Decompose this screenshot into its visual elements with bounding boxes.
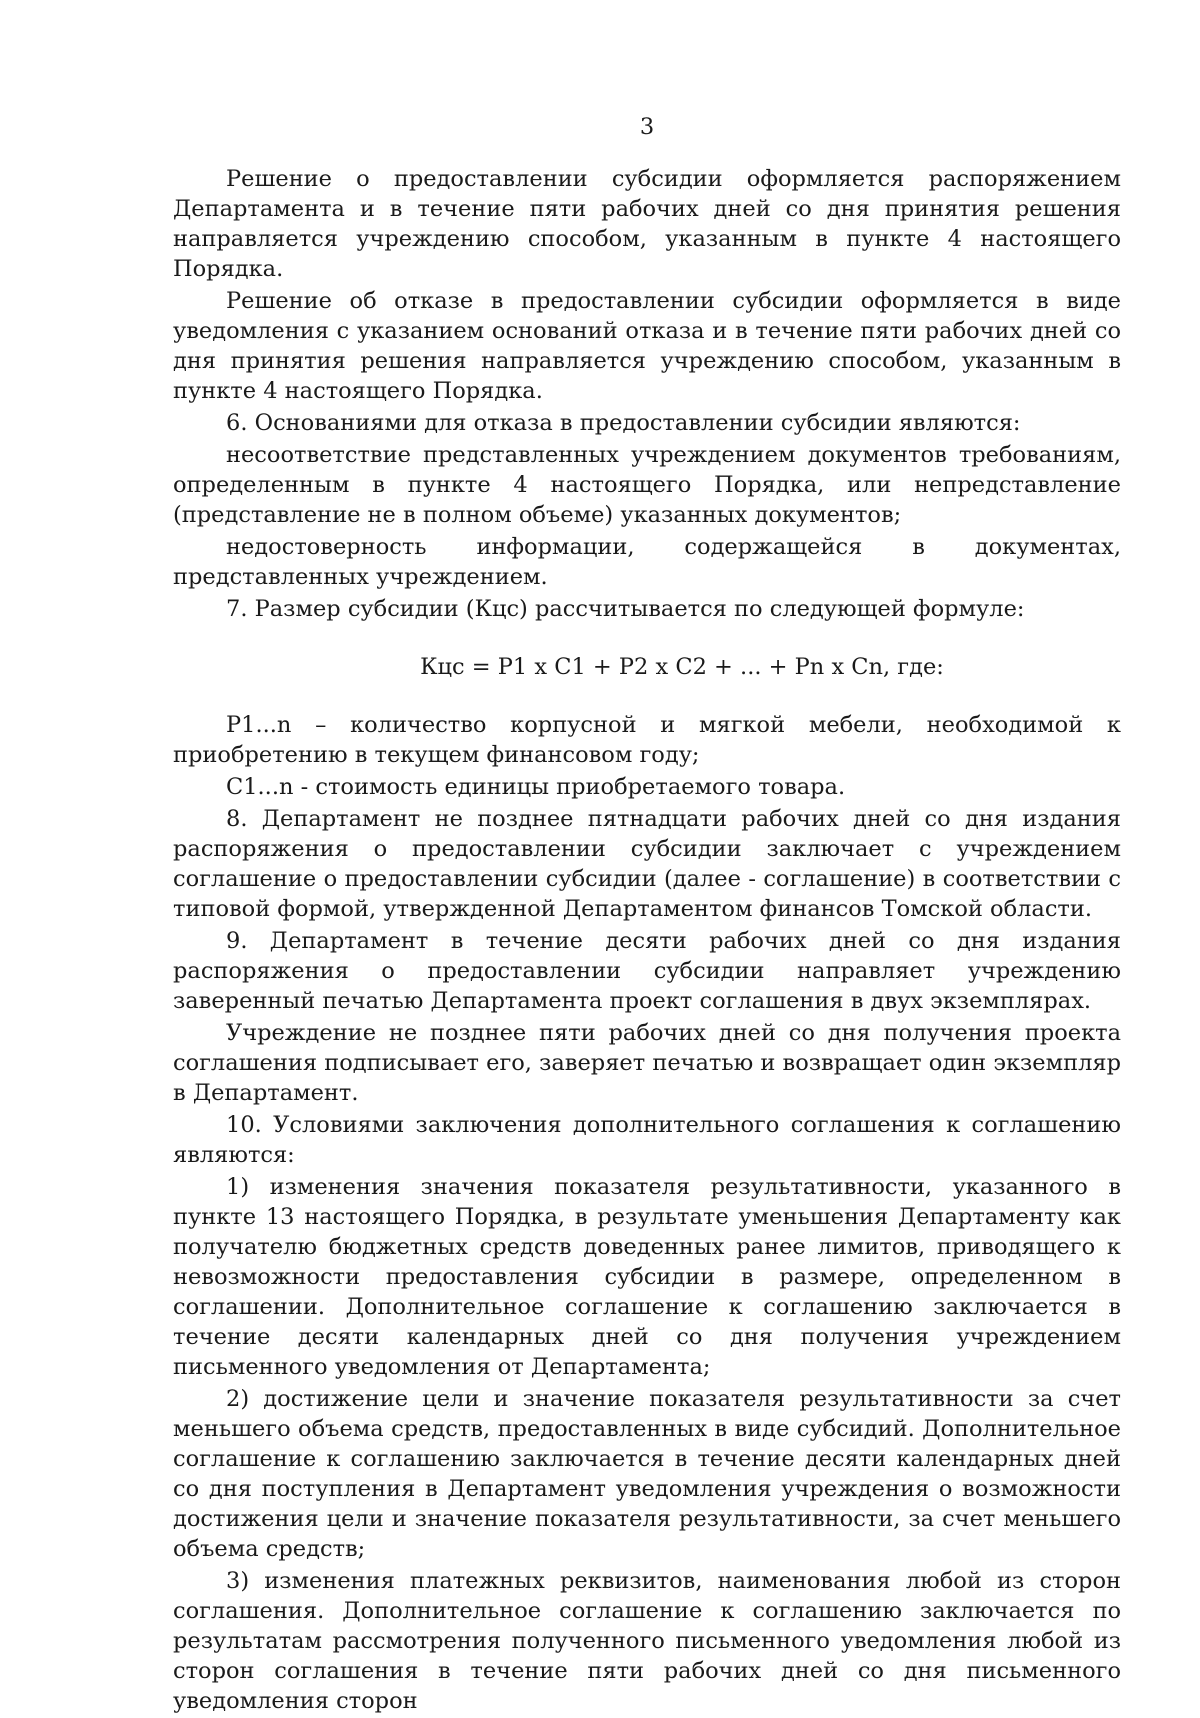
- paragraph-decision-refusal: Решение об отказе в предоставлении субсидии оформляется в виде уведомления с указанием оснований отказа и в течение пяти рабочих дней со дня принятия решения направляется учреждению способом, указанным в пункте 4 настоящего Порядка.: [173, 288, 1121, 404]
- paragraph-refusal-ground-mismatch: несоответствие представленных учреждением документов требованиям, определенным в пункте 4 настоящего Порядка, или непредставление (представление не в полном объеме) указанных документов;: [173, 442, 1121, 528]
- paragraph-formula-p-definition: P1...n – количество корпусной и мягкой мебели, необходимой к приобретению в текущем финансовом году;: [173, 712, 1121, 768]
- page-number: 3: [639, 114, 655, 140]
- paragraph-additional-agreement-heading: 10. Условиями заключения дополнительного соглашения к соглашению являются:: [173, 1112, 1121, 1168]
- paragraph-condition-1: 1) изменения значения показателя результативности, указанного в пункте 13 настоящего Порядка, в результате уменьшения Департаменту как получателю бюджетных средств доведенных ранее лимитов, приводящего к невозможности предоставления субсидии в размере, определенном в соглашении. Дополнительное соглашение к соглашению заключается в течение десяти календарных дней со дня получения учреждением письменного уведомления от Департамента;: [173, 1174, 1121, 1380]
- paragraph-agreement-draft: 9. Департамент в течение десяти рабочих дней со дня издания распоряжения о предоставлении субсидии направляет учреждению заверенный печатью Департамента проект соглашения в двух экземплярах.: [173, 928, 1121, 1014]
- paragraph-agreement-conclusion: 8. Департамент не позднее пятнадцати рабочих дней со дня издания распоряжения о предоставлении субсидии заключает с учреждением соглашение о предоставлении субсидии (далее - соглашение) в соответствии с типовой формой, утвержденной Департаментом финансов Томской области.: [173, 806, 1121, 922]
- document-page: [173, 112, 1121, 1718]
- paragraph-agreement-signing: Учреждение не позднее пяти рабочих дней со дня получения проекта соглашения подписывает его, заверяет печатью и возвращает один экземпляр в Департамент.: [173, 1020, 1121, 1106]
- paragraph-condition-2: 2) достижение цели и значение показателя результативности за счет меньшего объема средств, предоставленных в виде субсидий. Дополнительное соглашение к соглашению заключается в течение десяти календарных дней со дня поступления в Департамент уведомления учреждения о возможности достижения цели и значение показателя результативности, за счет меньшего объема средств;: [173, 1386, 1121, 1562]
- paragraph-decision-granting: Решение о предоставлении субсидии оформляется распоряжением Департамента и в течение пяти рабочих дней со дня принятия решения направляется учреждению способом, указанным в пункте 4 настоящего Порядка.: [173, 166, 1121, 282]
- paragraph-refusal-grounds-heading: 6. Основаниями для отказа в предоставлении субсидии являются:: [226, 410, 1021, 436]
- paragraph-subsidy-size: 7. Размер субсидии (Кцс) рассчитывается по следующей формуле:: [226, 596, 1025, 622]
- paragraph-condition-3: 3) изменения платежных реквизитов, наименования любой из сторон соглашения. Дополнительное соглашение к соглашению заключается по результатам рассмотрения полученного письменного уведомления любой из сторон соглашения в течение пяти рабочих дней со дня письменного уведомления сторон: [173, 1568, 1121, 1714]
- subsidy-formula: Кцс = P1 x C1 + P2 x C2 + ... + Pn x Cn, где:: [420, 654, 944, 680]
- paragraph-refusal-ground-unreliable: недостоверность информации, содержащейся в документах, представленных учреждением.: [173, 534, 1121, 590]
- paragraph-formula-c-definition: C1...n - стоимость единицы приобретаемого товара.: [226, 774, 846, 800]
